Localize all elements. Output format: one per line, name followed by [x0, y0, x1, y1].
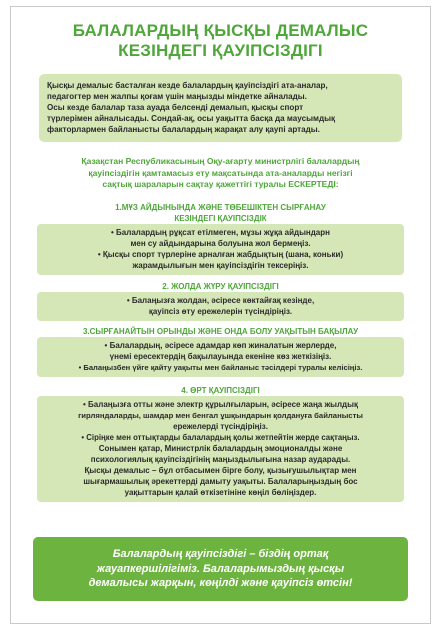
section-line: Қысқы демалыс – бұл отбасымен бірге болу, қызығушылықтар мен — [84, 466, 357, 476]
intro-line: Қысқы демалыс басталған кезде балалардың қауіпсіздігі ата-аналар, — [47, 81, 328, 90]
section-line: қауіпсіз өту ережелерін түсіндіріңіз. — [148, 307, 293, 317]
footer-line: жауапкершілігіміз. Балаларымыздың қысқы — [96, 562, 345, 575]
section-body — [37, 224, 404, 275]
section-supervision — [37, 326, 404, 377]
section-line: үнемі ересектердің бақылауында екеніне көз жеткізіңіз. — [109, 352, 332, 362]
intro-line: факторлармен байланысты балалардың жарақат алу қаупі артады. — [47, 125, 320, 135]
section-title — [37, 281, 404, 292]
section-title-line: 3.СЫРҒАНАЙТЫН ОРЫНДЫ ЖӘНЕ ОНДА БОЛУ УАҚЫТЫН БАҚЫЛАУ — [82, 327, 359, 337]
title-line: КЕЗІНДЕГІ ҚАУІПСІЗДІГІ — [118, 41, 323, 60]
footer-banner — [33, 537, 408, 601]
section-line: • Балаңызға отты және электр құрылғыларын, әсіресе жаңа жылдық — [83, 400, 358, 410]
intro-line: түрлерімен айналысады. Сондай-ақ, осы уақытта басқа да маусымдық — [47, 114, 336, 124]
section-line: • Балалардың рұқсат етілмеген, мұзы жұқа айдындарн — [111, 228, 330, 238]
section-line: Сонымен қатар, Министрлік балалардың эмоционалды және — [98, 444, 343, 454]
section-body — [37, 292, 404, 321]
section-title — [37, 385, 404, 396]
warning-line: қауіпсіздігін қамтамасыз ету мақсатында ата-аналарды негізгі — [88, 167, 353, 178]
intro-line: педагогтер мен жалпы қоғам үшін маңызды міндетке айналады. — [47, 92, 307, 102]
poster — [10, 6, 431, 624]
section-title-line: 1.МҰЗ АЙДЫНЫНДА ЖӘНЕ ТӨБЕШІКТЕН СЫРҒАНАУ — [115, 203, 326, 213]
section-line: шығармашылық әрекеттерді дамыту уақыты. Балаларыңыздың бос — [83, 477, 358, 487]
section-title — [37, 202, 404, 224]
section-line: • Сіріңке мен оттықтарды балалардың қолы жетпейтін жерде сақтаңыз. — [81, 433, 360, 443]
poster-title — [21, 21, 420, 61]
title-line: БАЛАЛАРДЫҢ ҚЫСҚЫ ДЕМАЛЫС — [72, 21, 369, 40]
section-line: психологиялық қауіпсіздігінің маңыздылығына назар аударады. — [90, 455, 351, 465]
section-title-line: КЕЗІНДЕГІ ҚАУІПСІЗДІК — [174, 214, 267, 224]
section-title-line: 4. ӨРТ ҚАУІПСІЗДІГІ — [181, 386, 260, 396]
section-line: уақыттарын қалай өткізетініне көңіл бөліңіздер. — [124, 488, 317, 498]
intro-panel — [39, 74, 402, 142]
section-line: гирляндаларды, шамдар мен бенгал ұшқындарын қолдануға байланысты — [78, 411, 363, 421]
ministry-warning — [31, 156, 410, 190]
warning-line: сақтық шараларын сақтау қажеттігі туралы ЕСКЕРТЕДІ: — [102, 179, 339, 190]
section-line: • Қысқы спорт түрлеріне арналған жабдықтың (шана, коньки) — [97, 250, 344, 260]
section-fire-safety — [37, 385, 404, 502]
section-ice-safety — [37, 202, 404, 275]
section-line: мен су айдындарына болуына жол бермеңіз. — [130, 239, 311, 249]
section-body — [37, 396, 404, 502]
section-line: • Балалардың, әсіресе адамдар көп жиналатын жерлерде, — [104, 341, 337, 351]
section-line: жарамдылығын мен қауіпсіздігін тексеріңіз. — [132, 261, 309, 271]
intro-line: Осы кезде балалар таза ауада белсенді демалып, қысқы спорт — [47, 103, 304, 113]
section-line: • Балаңызбен үйге қайту уақыты мен байланыс тәсілдері туралы келісіңіз. — [78, 363, 363, 373]
footer-line: демалысы жарқын, көңілді және қауіпсіз өтсін! — [88, 576, 353, 589]
footer-line: Балалардың қауіпсіздігі – біздің ортақ — [112, 548, 329, 561]
section-line: • Балаңызға жолдан, әсіресе көктайғақ кезінде, — [126, 296, 315, 306]
section-road-safety — [37, 281, 404, 321]
warning-line: Қазақстан Республикасының Оқу-ағарту министрлігі балалардың — [81, 156, 360, 167]
section-title — [37, 326, 404, 337]
section-title-line: 2. ЖОЛДА ЖҮРУ ҚАУІПСІЗДІГІ — [162, 282, 279, 292]
section-line: ережелерді түсіндіріңіз. — [173, 422, 268, 432]
section-body — [37, 337, 404, 377]
